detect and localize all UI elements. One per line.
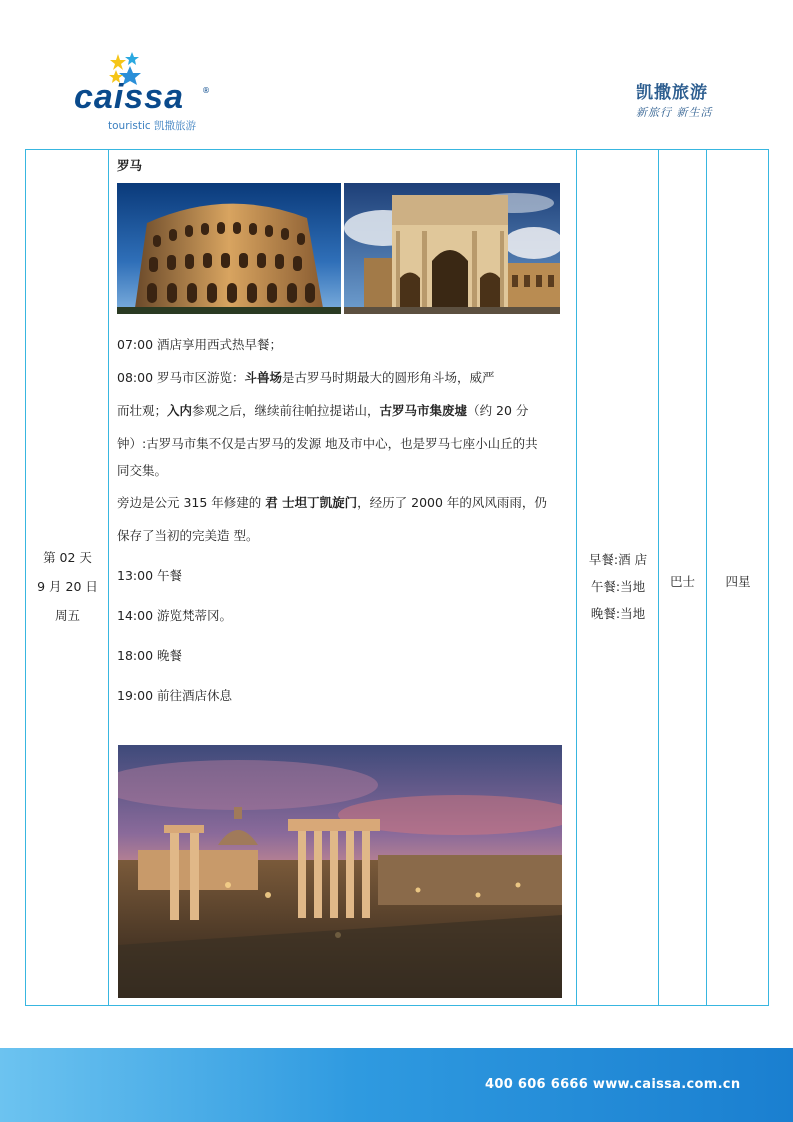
itinerary-line: 13:00 午餐 (117, 568, 182, 583)
itinerary-cell (109, 150, 577, 1005)
transport-info: 巴士 (669, 574, 695, 589)
brand-mark (636, 78, 736, 120)
colosseum-photo (117, 183, 341, 314)
hotel-info: 四星 (725, 574, 751, 589)
day-number: 第 02 天 (43, 550, 92, 565)
footer-banner (0, 1048, 793, 1122)
photo-row (117, 183, 569, 314)
brand-title: 凯撒旅游 (636, 83, 708, 103)
itinerary-line: 旁边是公元 315 年修建的 君 士坦丁凯旋门，经历了 2000 年的风风雨雨，仍 (117, 495, 547, 510)
meals-cell (577, 150, 659, 1005)
logo-subtitle: touristic 凯撒旅游 (108, 120, 197, 132)
arch-of-constantine-photo (344, 183, 560, 314)
meal-lunch: 午餐:当地 (590, 579, 646, 594)
itinerary-line: 钟）:古罗马市集不仅是古罗马的发源 地及市中心，也是罗马七座小山丘的共 (117, 436, 538, 451)
itinerary-table (25, 149, 769, 1006)
day-date: 9 月 20 日 (37, 579, 98, 594)
brand-slogan: 新旅行 新生活 (636, 106, 713, 119)
meal-dinner: 晚餐:当地 (590, 606, 646, 621)
caissa-wordmark: caissa (74, 78, 184, 116)
meal-breakfast: 早餐:酒 店 (588, 552, 648, 567)
footer-contact: 400 606 6666 www.caissa.com.cn (485, 1077, 741, 1092)
roman-forum-photo (118, 745, 562, 998)
day-weekday: 周五 (54, 608, 80, 623)
hotel-cell (707, 150, 769, 1005)
itinerary-line: 08:00 罗马市区游览：斗兽场是古罗马时期最大的圆形角斗场，威严 (117, 370, 495, 385)
itinerary-line: 18:00 晚餐 (117, 648, 182, 663)
itinerary-line: 19:00 前往酒店休息 (117, 688, 232, 703)
day-cell (26, 150, 109, 1005)
meals-info (577, 546, 659, 627)
city-title: 罗马 (117, 158, 143, 173)
caissa-logo (74, 52, 224, 132)
registered-mark: ® (202, 86, 210, 95)
itinerary-content (117, 156, 569, 712)
itinerary-line: 同交集。 (117, 463, 168, 478)
itinerary-line: 07:00 酒店享用西式热早餐； (117, 337, 282, 352)
transport-cell (659, 150, 707, 1005)
itinerary-line: 14:00 游览梵蒂冈。 (117, 608, 232, 623)
itinerary-text (117, 328, 569, 712)
day-info (26, 543, 109, 630)
itinerary-line: 保存了当初的完美造 型。 (117, 528, 259, 543)
itinerary-line: 而壮观；入内参观之后，继续前往帕拉提诺山，古罗马市集废墟（约 20 分 (117, 403, 529, 418)
